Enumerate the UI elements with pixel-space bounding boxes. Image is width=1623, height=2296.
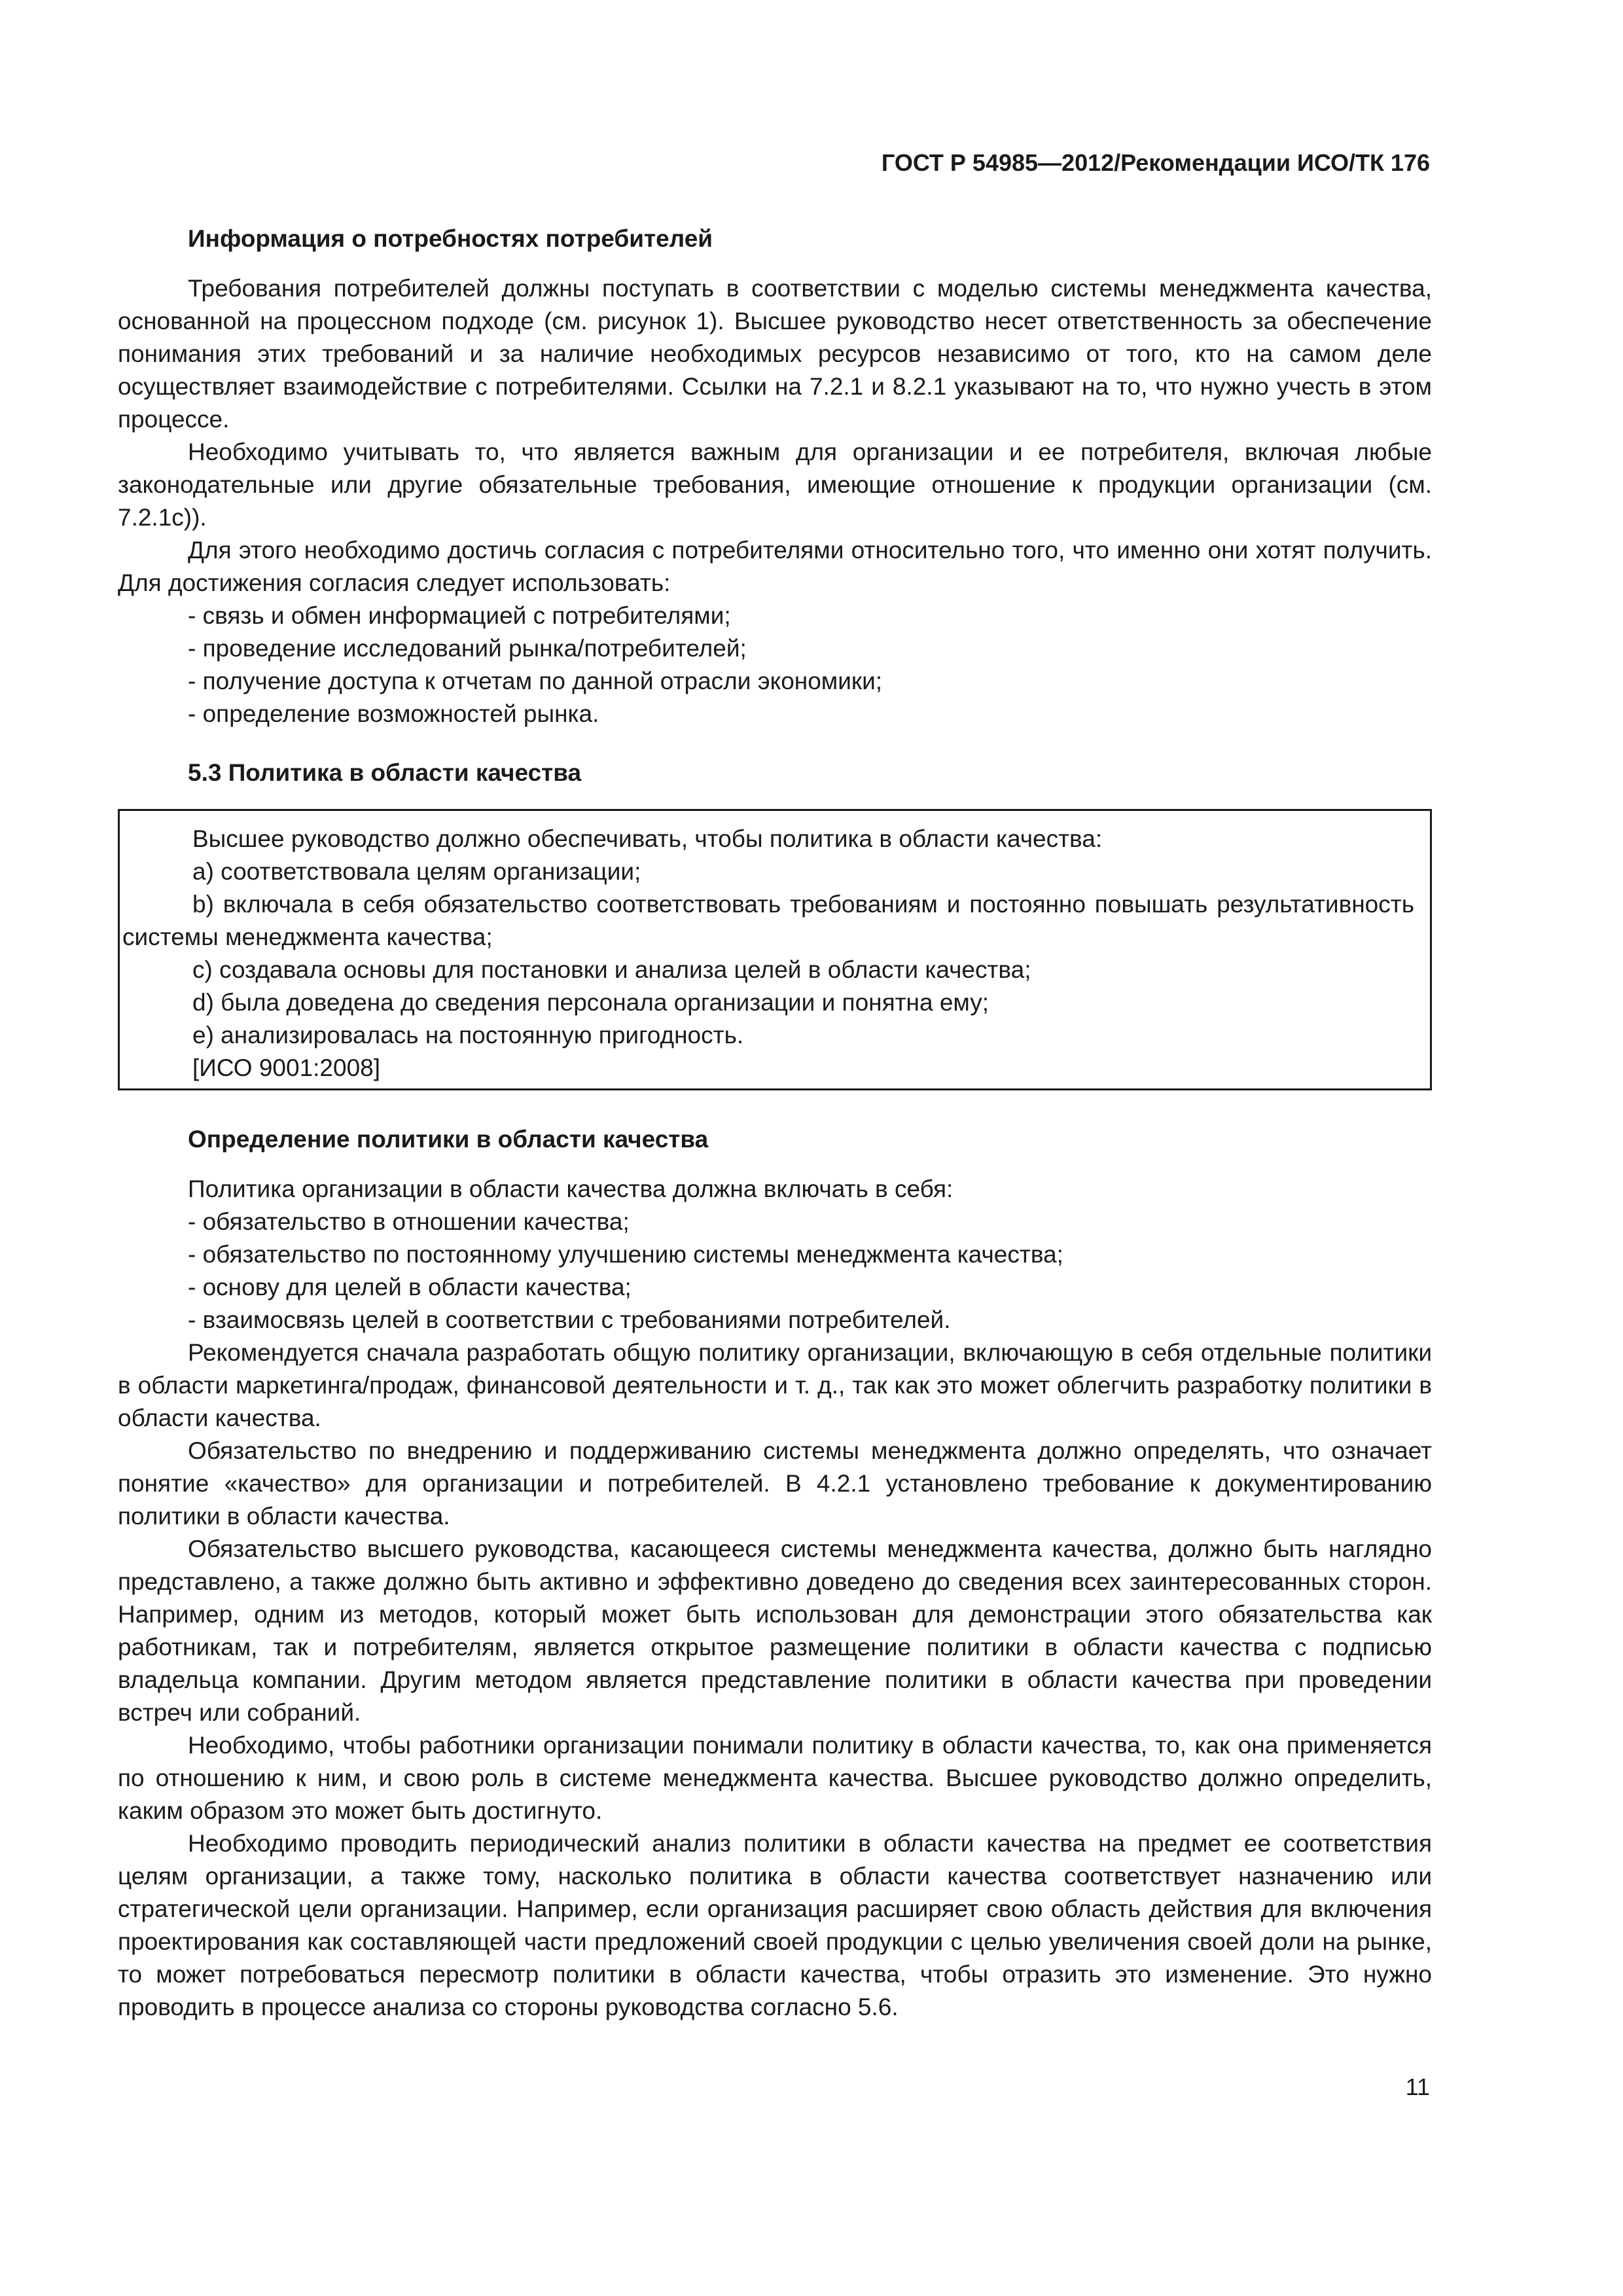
paragraph: Политика организации в области качества должна включать в себя: <box>188 1175 954 1202</box>
paragraph: Необходимо проводить периодический анализ политики в области качества на предмет ее соответствия целям организации, а также тому, насколько политика в области качества соответствует назначению или стратегической цели организации. Например, если организация расширяет свою область действия для включения проектирования как составляющей части предложений своей продукции с целью увеличения своей доли на рынке, то может потребоваться пересмотр политики в области качества, чтобы отразить это изменение. Это нужно проводить в процессе анализа со стороны руководства согласно 5.6. <box>118 1830 1432 2020</box>
list-item: - взаимосвязь целей в соответствии с требованиями потребителей. <box>188 1306 951 1333</box>
paragraph: Требования потребителей должны поступать в соответствии с моделью системы менеджмента качества, основанной на процессном подходе (см. рисунок 1). Высшее руководство несет ответственность за обеспечение понимания этих требований и за наличие необходимых ресурсов независимо от того, кто на самом деле осуществляет взаимодействие с потребителями. Ссылки на 7.2.1 и 8.2.1 указывают на то, что нужно учесть в этом процессе. <box>118 275 1432 433</box>
paragraph: Обязательство высшего руководства, касающееся системы менеджмента качества, должно быть наглядно представлено, а также должно быть активно и эффективно доведено до сведения всех заинтересованных сторон. Например, одним из методов, который может быть использован для демонстрации этого обязательства как работникам, так и потребителям, является открытое размещение политики в области качества с подписью владельца компании. Другим методом является представление политики в области качества при проведении встреч или собраний. <box>118 1535 1432 1726</box>
quote-reference: [ИСО 9001:2008] <box>192 1054 381 1081</box>
list-item: - получение доступа к отчетам по данной отрасли экономики; <box>188 668 883 694</box>
standard-header: ГОСТ Р 54985—2012/Рекомендации ИСО/ТК 176 <box>881 149 1430 176</box>
section-heading-policy-definition: Определение политики в области качества <box>188 1126 709 1153</box>
list-item: - связь и обмен информацией с потребителями; <box>188 602 731 629</box>
list-item: - проведение исследований рынка/потребителей; <box>188 635 747 662</box>
quote-item: c) создавала основы для постановки и анализа целей в области качества; <box>192 956 1031 983</box>
list-item: - обязательство в отношении качества; <box>188 1208 630 1235</box>
paragraph: Необходимо учитывать то, что является важным для организации и ее потребителя, включая любые законодательные или другие обязательные требования, имеющие отношение к продукции организации (см. 7.2.1с)). <box>118 439 1432 531</box>
quote-item: e) анализировалась на постоянную пригодность. <box>192 1022 744 1049</box>
paragraph: Необходимо, чтобы работники организации понимали политику в области качества, то, как она применяется по отношению к ним, и свою роль в системе менеджмента качества. Высшее руководство должно определить, каким образом это может быть достигнуто. <box>118 1732 1432 1824</box>
quote-item: a) соответствовала целям организации; <box>192 858 641 885</box>
list-item: - обязательство по постоянному улучшению системы менеджмента качества; <box>188 1241 1063 1268</box>
quote-intro: Высшее руководство должно обеспечивать, чтобы политика в области качества: <box>192 825 1103 852</box>
paragraph: Обязательство по внедрению и поддерживанию системы менеджмента должно определять, что означает понятие «качество» для организации и потребителей. В 4.2.1 установлено требование к документированию политики в области качества. <box>118 1437 1432 1530</box>
paragraph: Для этого необходимо достичь согласия с потребителями относительно того, что именно они хотят получить. Для достижения согласия следует использовать: <box>118 537 1432 596</box>
list-item: - определение возможностей рынка. <box>188 700 599 727</box>
paragraph: Рекомендуется сначала разработать общую политику организации, включающую в себя отдельные политики в области маркетинга/продаж, финансовой деятельности и т. д., так как это может облегчить разработку политики в области качества. <box>118 1339 1432 1431</box>
quote-item: b) включала в себя обязательство соответствовать требованиям и постоянно повышать результативность системы менеджмента качества; <box>122 891 1414 950</box>
list-item: - основу для целей в области качества; <box>188 1274 632 1300</box>
section-heading-quality-policy: 5.3 Политика в области качества <box>188 759 582 786</box>
section-heading-customer-needs: Информация о потребностях потребителей <box>188 225 713 252</box>
page-content <box>118 223 1432 2024</box>
page-number: 11 <box>1405 2073 1430 2100</box>
quote-item: d) была доведена до сведения персонала организации и понятна ему; <box>192 989 990 1016</box>
iso-quote-box <box>118 809 1432 1090</box>
